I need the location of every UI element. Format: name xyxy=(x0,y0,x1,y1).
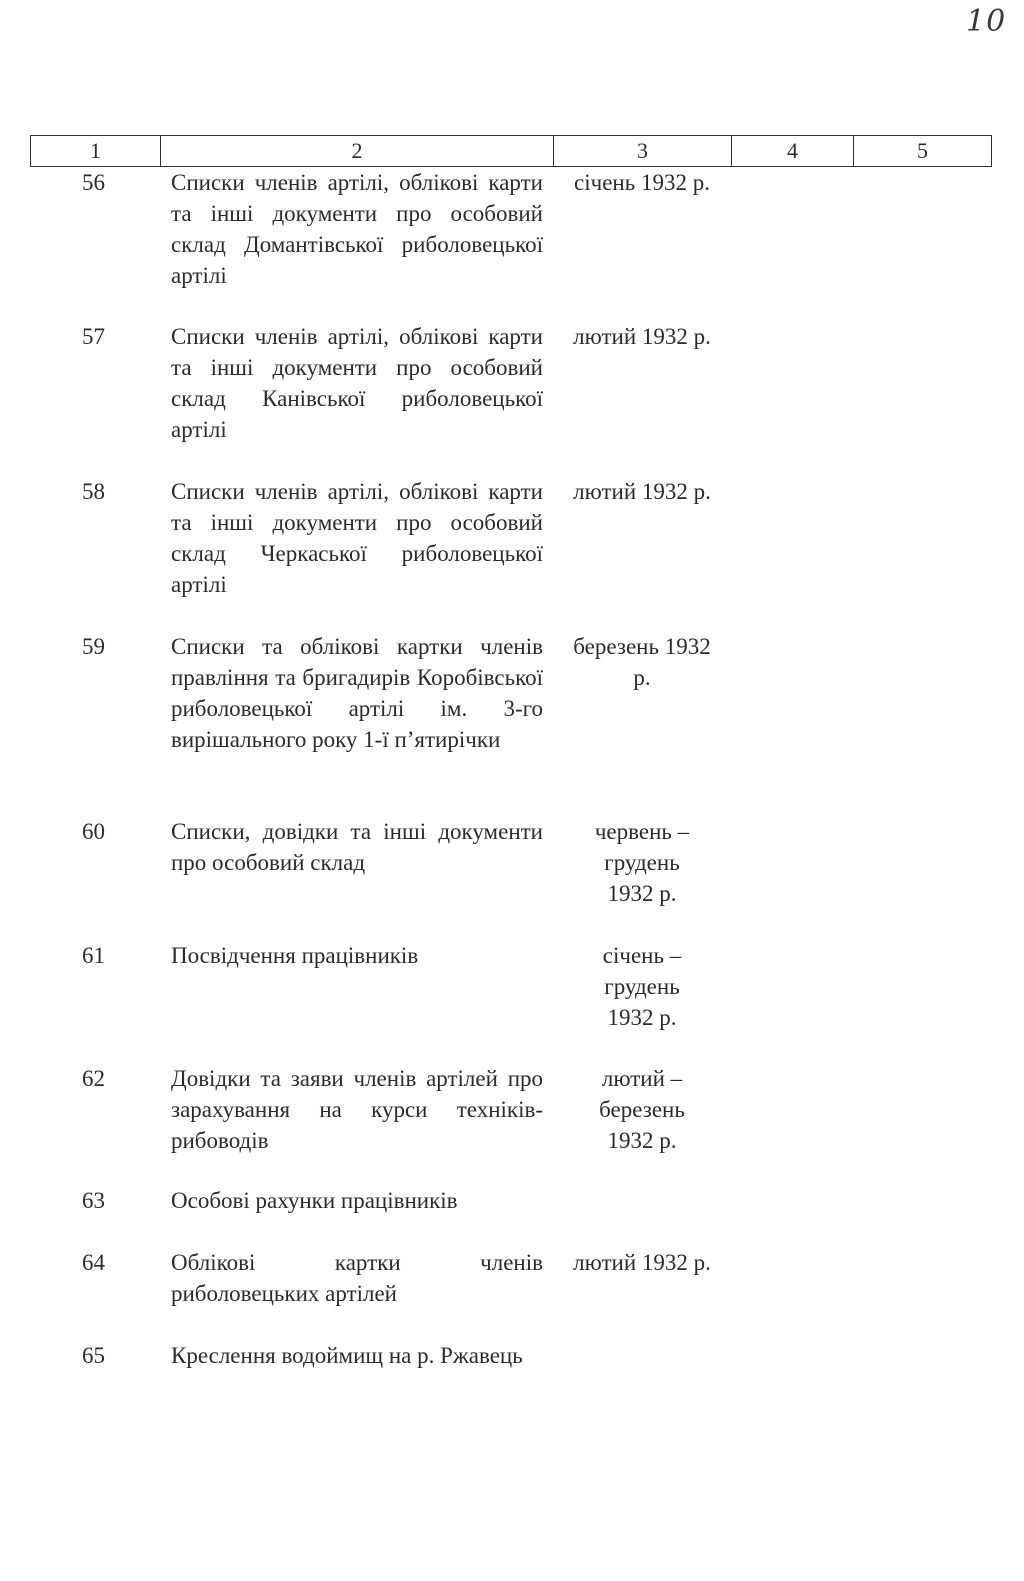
entry-description: Облікові картки членів риболовецьких артілей xyxy=(171,1250,543,1306)
entry-description: Списки та облікові картки членів правління та бригадирів Коробівської риболовецької артілі ім. 3-го вирішального року 1-ї п’ятирічки xyxy=(171,634,543,752)
entry-description: Особові рахунки працівників xyxy=(171,1188,458,1213)
entry-number: 64 xyxy=(82,1250,105,1275)
column-header-2: 2 xyxy=(161,136,554,166)
entry-date: січень – грудень 1932 р. xyxy=(602,943,682,1030)
page-number: 10 xyxy=(966,4,1007,39)
entry-date: лютий 1932 р. xyxy=(573,479,711,504)
entry-number: 56 xyxy=(82,170,105,195)
entry-number: 65 xyxy=(82,1343,105,1368)
entry-number: 63 xyxy=(82,1188,105,1213)
entry-date: червень – грудень 1932 р. xyxy=(594,819,690,906)
entry-number: 59 xyxy=(82,634,105,659)
column-header-5: 5 xyxy=(917,138,928,163)
entry-date: березень 1932 р. xyxy=(573,634,711,690)
entry-date: лютий 1932 р. xyxy=(573,324,711,349)
entry-description: Списки, довідки та інші документи про особовий склад xyxy=(171,819,543,875)
entry-number: 61 xyxy=(82,943,105,968)
entry-date: січень 1932 р. xyxy=(574,170,710,195)
column-header-3: 3 xyxy=(554,136,732,166)
entry-description: Списки членів артілі, облікові карти та інші документи про особовий склад Канівської риболовецької артілі xyxy=(171,324,543,442)
entry-number: 62 xyxy=(82,1066,105,1091)
column-header-4: 4 xyxy=(732,136,854,166)
entry-number: 57 xyxy=(82,324,105,349)
entry-description: Списки членів артілі, облікові карти та інші документи про особовий склад Черкаської риболовецької артілі xyxy=(171,479,543,597)
entry-description: Креслення водоймищ на р. Ржавець xyxy=(171,1343,523,1368)
entry-description: Довідки та заяви членів артілей про зарахування на курси техніків-рибоводів xyxy=(171,1066,543,1153)
column-header-1: 1 xyxy=(31,136,161,166)
entry-date: лютий 1932 р. xyxy=(573,1250,711,1275)
entry-date: лютий – березень 1932 р. xyxy=(599,1066,685,1153)
entry-number: 58 xyxy=(82,479,105,504)
entry-number: 60 xyxy=(82,819,105,844)
column-header-row xyxy=(30,135,992,167)
entry-description: Посвідчення працівників xyxy=(171,943,419,968)
entry-description: Списки членів артілі, облікові карти та інші документи про особовий склад Домантівської риболовецької артілі xyxy=(171,170,543,288)
